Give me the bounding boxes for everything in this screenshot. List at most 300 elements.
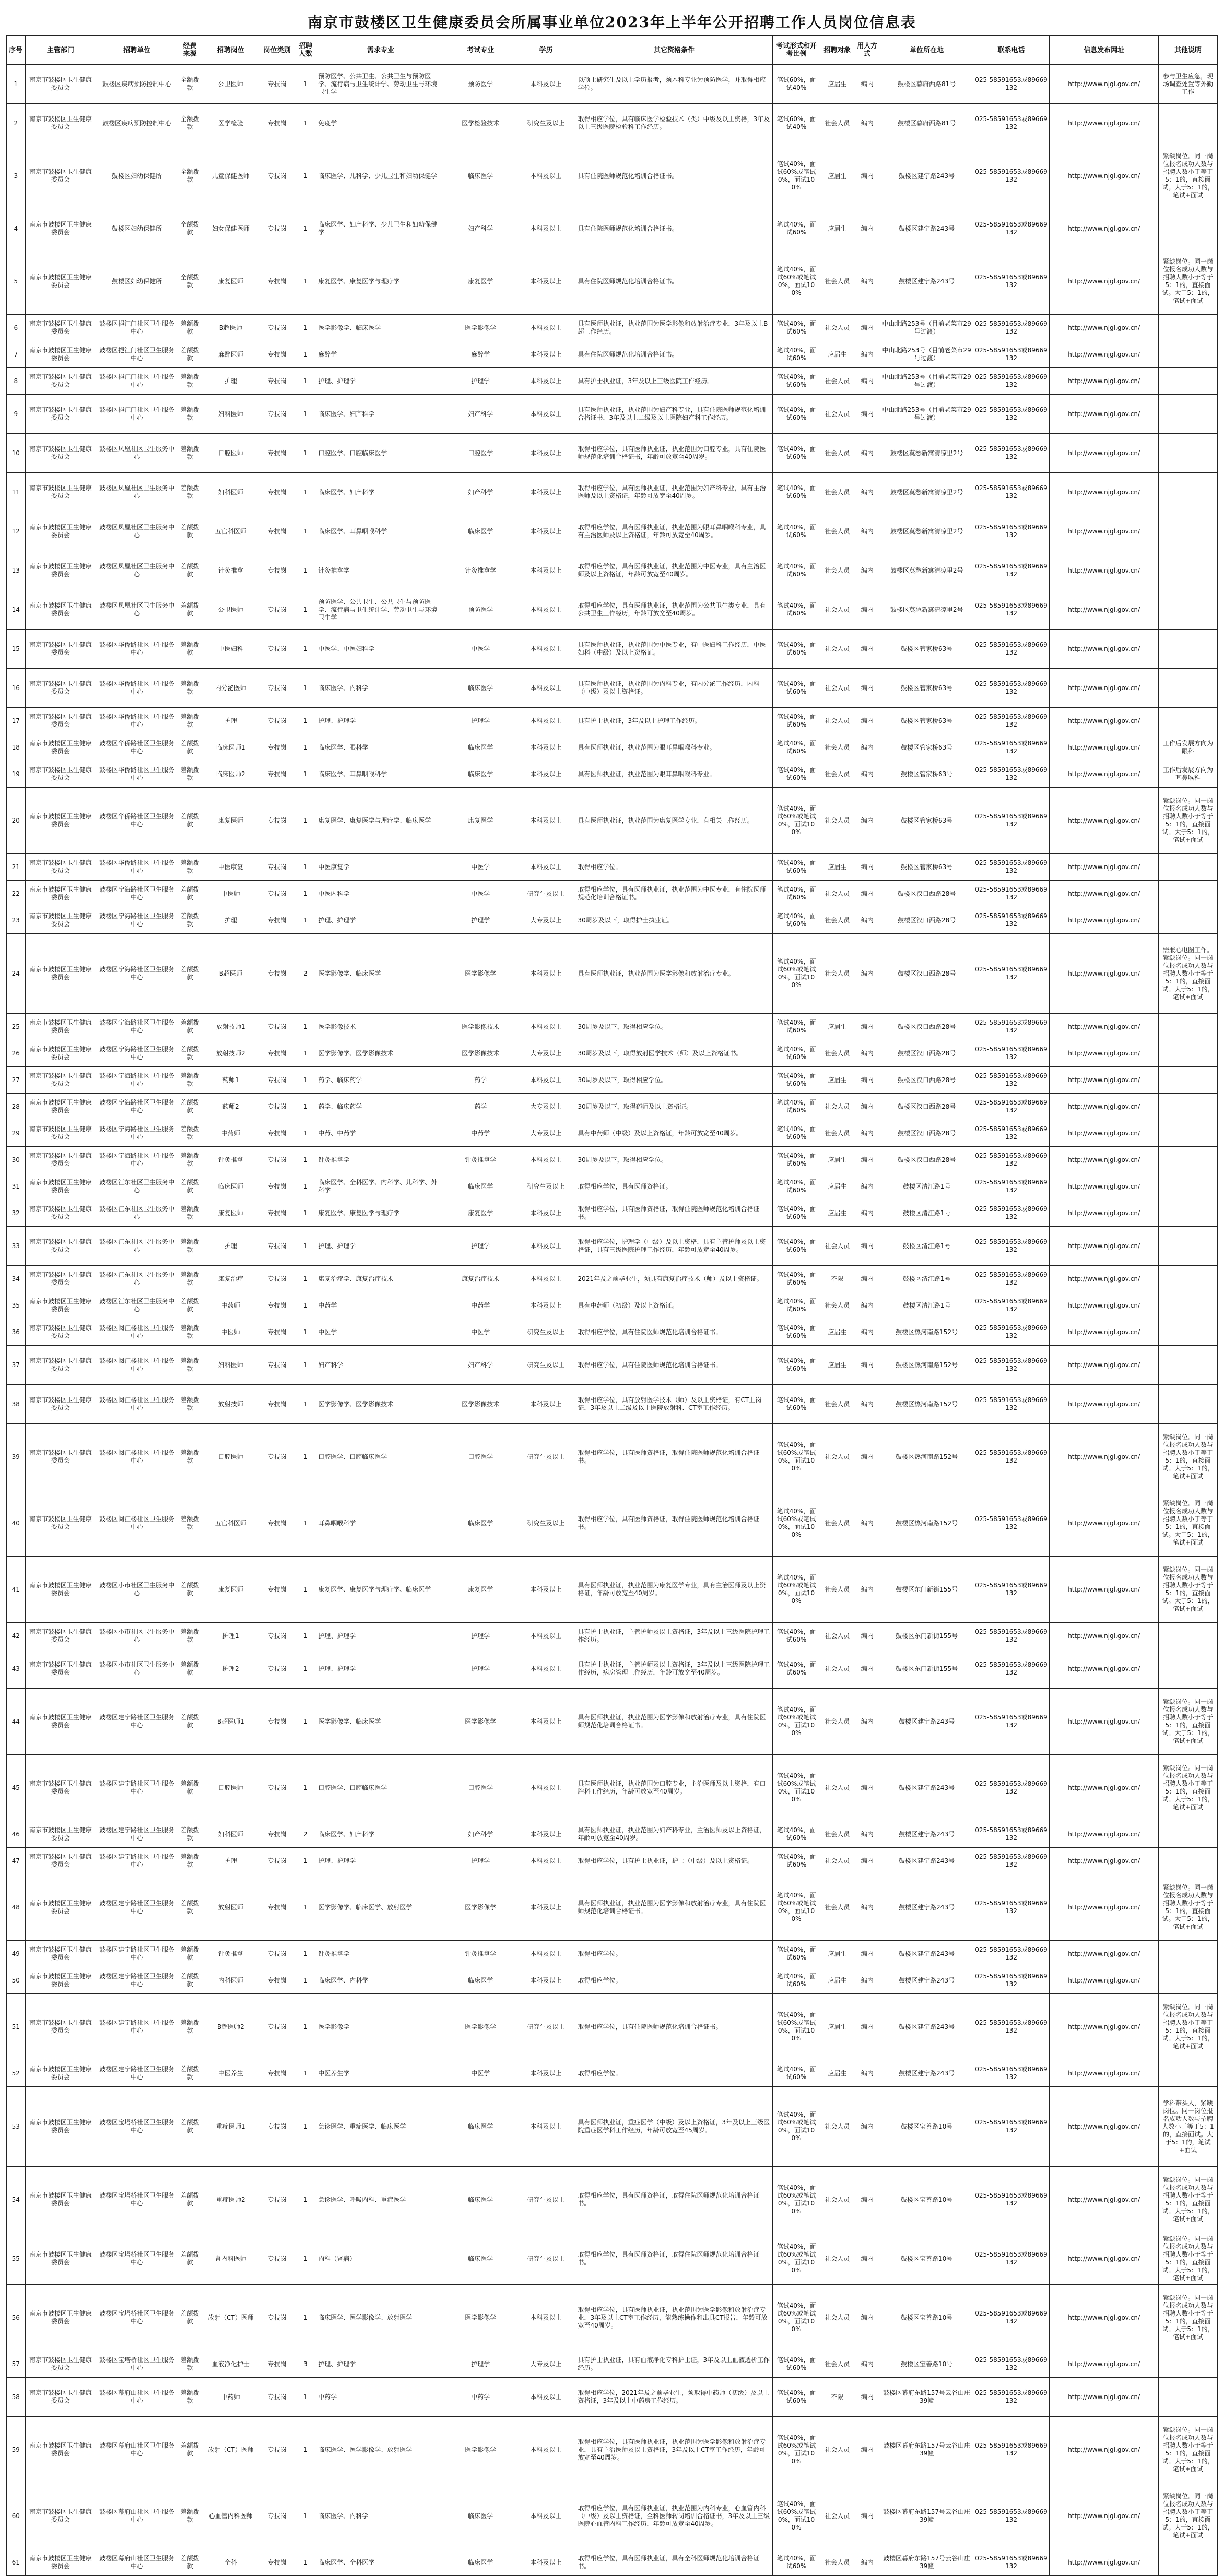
cell-fund: 差额拨款 — [178, 1994, 202, 2060]
cell-ptype: 专技岗 — [260, 1014, 295, 1040]
cell-post: 医学检验 — [202, 104, 260, 143]
cell-url[interactable]: http://www.njgl.gov.cn/ — [1050, 761, 1159, 788]
cell-unit: 鼓楼区建宁路社区卫生服务中心 — [96, 1874, 178, 1941]
cell-note — [1159, 1014, 1218, 1040]
cell-num: 1 — [295, 512, 316, 551]
cell-cond: 具有医师执业证，执业范围为医学影像和放射治疗专业，具有住院医师规范化培训合格证书。 — [576, 1689, 772, 1755]
cell-fund: 差额拨款 — [178, 881, 202, 907]
cell-post: 康复医师 — [202, 1557, 260, 1623]
cell-dept: 南京市鼓楼区卫生健康委员会 — [25, 881, 96, 907]
cell-tel: 025-58591653或89669132 — [973, 1319, 1049, 1346]
cell-url[interactable]: http://www.njgl.gov.cn/ — [1050, 1292, 1159, 1319]
cell-edu: 研究生及以上 — [516, 1424, 576, 1490]
cell-url[interactable]: http://www.njgl.gov.cn/ — [1050, 248, 1159, 315]
cell-url[interactable]: http://www.njgl.gov.cn/ — [1050, 1094, 1159, 1120]
cell-target: 社会人员 — [820, 1040, 854, 1067]
cell-ptype: 专技岗 — [260, 1385, 295, 1424]
cell-url[interactable]: http://www.njgl.gov.cn/ — [1050, 1623, 1159, 1649]
cell-url[interactable]: http://www.njgl.gov.cn/ — [1050, 1649, 1159, 1689]
table-row — [7, 1014, 1218, 1040]
cell-url[interactable]: http://www.njgl.gov.cn/ — [1050, 1266, 1159, 1292]
cell-url[interactable]: http://www.njgl.gov.cn/ — [1050, 368, 1159, 395]
table-row — [7, 473, 1218, 512]
cell-ptype: 专技岗 — [260, 395, 295, 434]
cell-fund: 差额拨款 — [178, 1385, 202, 1424]
cell-post: 护理 — [202, 708, 260, 734]
cell-no: 41 — [7, 1557, 26, 1623]
cell-note — [1159, 630, 1218, 669]
cell-unit: 鼓楼区建宁路社区卫生服务中心 — [96, 1848, 178, 1874]
cell-mode: 编内 — [854, 1319, 880, 1346]
cell-tel: 025-58591653或89669132 — [973, 315, 1049, 341]
cell-url[interactable]: http://www.njgl.gov.cn/ — [1050, 2549, 1159, 2576]
cell-dept: 南京市鼓楼区卫生健康委员会 — [25, 368, 96, 395]
cell-url[interactable]: http://www.njgl.gov.cn/ — [1050, 1014, 1159, 1040]
cell-no: 52 — [7, 2060, 26, 2087]
cell-unit: 鼓楼区建宁路社区卫生服务中心 — [96, 1755, 178, 1821]
cell-addr: 鼓楼区热河南路152号 — [880, 1346, 973, 1385]
cell-num: 1 — [295, 1173, 316, 1200]
cell-ptype: 专技岗 — [260, 934, 295, 1014]
cell-url[interactable]: http://www.njgl.gov.cn/ — [1050, 1385, 1159, 1424]
col-edu: 学历 — [516, 36, 576, 65]
cell-cond: 具有医师执业证，重症医学（中级）及以上资格证，3年及以上三级医院重症医学科工作经历，年龄可放宽至45周岁。 — [576, 2087, 772, 2167]
cell-num: 1 — [295, 1319, 316, 1346]
cell-url[interactable]: http://www.njgl.gov.cn/ — [1050, 1040, 1159, 1067]
cell-exam: 护理学 — [445, 708, 516, 734]
cell-edu: 本科及以上 — [516, 368, 576, 395]
cell-post: 口腔医师 — [202, 1424, 260, 1490]
cell-ptype: 专技岗 — [260, 2167, 295, 2233]
cell-edu: 本科及以上 — [516, 590, 576, 630]
cell-no: 43 — [7, 1649, 26, 1689]
cell-target: 社会人员 — [820, 551, 854, 590]
cell-post: 妇科医师 — [202, 473, 260, 512]
cell-url[interactable]: http://www.njgl.gov.cn/ — [1050, 734, 1159, 761]
cell-form: 笔试40%，面试60% — [772, 1014, 820, 1040]
cell-note: 紧缺岗位。同一岗位报名成功人数与招聘人数小于等于5：1的，直接面试。大于5：1的，笔试+面试 — [1159, 1994, 1218, 2060]
cell-ptype: 专技岗 — [260, 512, 295, 551]
cell-target: 应届生 — [820, 1014, 854, 1040]
cell-fund: 差额拨款 — [178, 1623, 202, 1649]
cell-no: 48 — [7, 1874, 26, 1941]
cell-mode: 编内 — [854, 1147, 880, 1173]
cell-exam: 临床医学 — [445, 761, 516, 788]
cell-fund: 差额拨款 — [178, 669, 202, 708]
cell-url[interactable]: http://www.njgl.gov.cn/ — [1050, 788, 1159, 854]
cell-tel: 025-58591653或89669132 — [973, 881, 1049, 907]
cell-tel: 025-58591653或89669132 — [973, 1346, 1049, 1385]
cell-ptype: 专技岗 — [260, 2087, 295, 2167]
cell-note — [1159, 1173, 1218, 1200]
cell-unit: 鼓楼区宁海路社区卫生服务中心 — [96, 1147, 178, 1173]
cell-url[interactable]: http://www.njgl.gov.cn/ — [1050, 881, 1159, 907]
cell-dept: 南京市鼓楼区卫生健康委员会 — [25, 1094, 96, 1120]
cell-exam: 医学影像技术 — [445, 1040, 516, 1067]
cell-url[interactable]: http://www.njgl.gov.cn/ — [1050, 934, 1159, 1014]
cell-form: 笔试40%，面试60% — [772, 2351, 820, 2378]
cell-ptype: 专技岗 — [260, 1094, 295, 1120]
cell-mode: 编内 — [854, 2549, 880, 2576]
cell-url[interactable]: http://www.njgl.gov.cn/ — [1050, 854, 1159, 881]
cell-dept: 南京市鼓楼区卫生健康委员会 — [25, 2060, 96, 2087]
cell-url[interactable]: http://www.njgl.gov.cn/ — [1050, 1120, 1159, 1147]
cell-post: 中药师 — [202, 1120, 260, 1147]
table-row — [7, 1319, 1218, 1346]
cell-tel: 025-58591653或89669132 — [973, 209, 1049, 248]
cell-form: 笔试40%，面试60% — [772, 708, 820, 734]
cell-fund: 差额拨款 — [178, 434, 202, 473]
table-row — [7, 143, 1218, 209]
cell-target: 社会人员 — [820, 1385, 854, 1424]
cell-fund: 差额拨款 — [178, 788, 202, 854]
cell-num: 1 — [295, 1292, 316, 1319]
cell-target: 社会人员 — [820, 2417, 854, 2483]
cell-exam: 护理学 — [445, 1848, 516, 1874]
cell-url[interactable]: http://www.njgl.gov.cn/ — [1050, 1067, 1159, 1094]
cell-no: 27 — [7, 1067, 26, 1094]
cell-major: 康复医学、康复医学与理疗学、临床医学 — [316, 788, 445, 854]
cell-url[interactable]: http://www.njgl.gov.cn/ — [1050, 2378, 1159, 2417]
cell-edu: 本科及以上 — [516, 1649, 576, 1689]
cell-url[interactable]: http://www.njgl.gov.cn/ — [1050, 1557, 1159, 1623]
cell-dept: 南京市鼓楼区卫生健康委员会 — [25, 708, 96, 734]
cell-url[interactable]: http://www.njgl.gov.cn/ — [1050, 1689, 1159, 1755]
cell-dept: 南京市鼓楼区卫生健康委员会 — [25, 2233, 96, 2285]
cell-num: 2 — [295, 1821, 316, 1848]
cell-dept: 南京市鼓楼区卫生健康委员会 — [25, 1346, 96, 1385]
cell-num: 1 — [295, 1689, 316, 1755]
cell-cond: 取得相应学位，具有医师执业证，执业范围为医学影像和放射治疗专业，具有主治医师及以上资格证，3年及以上CT室工作经历，年龄可放宽至40周岁。 — [576, 2417, 772, 2483]
cell-no: 19 — [7, 761, 26, 788]
cell-note — [1159, 1649, 1218, 1689]
cell-url[interactable]: http://www.njgl.gov.cn/ — [1050, 65, 1159, 104]
cell-num: 1 — [295, 315, 316, 341]
cell-addr: 鼓楼区建宁路243号 — [880, 1994, 973, 2060]
cell-cond: 具有中药师（初级）及以上资格证。 — [576, 1292, 772, 1319]
cell-cond: 取得相应学位，具有医师资格证。 — [576, 1173, 772, 1200]
cell-ptype: 专技岗 — [260, 1200, 295, 1227]
cell-url[interactable]: http://www.njgl.gov.cn/ — [1050, 315, 1159, 341]
cell-major: 护理、护理学 — [316, 708, 445, 734]
cell-cond: 取得相应学位，具有医师执业证，执业范围为医学影像和放射治疗专业，3年及以上CT室工作经历，能熟练操作和出具CT报告，年龄可放宽至40周岁。 — [576, 2285, 772, 2351]
cell-mode: 编内 — [854, 2233, 880, 2285]
cell-url[interactable]: http://www.njgl.gov.cn/ — [1050, 1319, 1159, 1346]
table-row — [7, 1941, 1218, 1967]
cell-form: 笔试40%，面试60% — [772, 1346, 820, 1385]
cell-exam: 医学影像学 — [445, 2285, 516, 2351]
cell-mode: 编内 — [854, 1014, 880, 1040]
cell-mode: 编内 — [854, 434, 880, 473]
cell-dept: 南京市鼓楼区卫生健康委员会 — [25, 1649, 96, 1689]
cell-unit: 鼓楼区宁海路社区卫生服务中心 — [96, 907, 178, 934]
cell-tel: 025-58591653或89669132 — [973, 1874, 1049, 1941]
cell-url[interactable]: http://www.njgl.gov.cn/ — [1050, 143, 1159, 209]
cell-tel: 025-58591653或89669132 — [973, 1147, 1049, 1173]
cell-url[interactable]: http://www.njgl.gov.cn/ — [1050, 669, 1159, 708]
cell-dept: 南京市鼓楼区卫生健康委员会 — [25, 1067, 96, 1094]
cell-mode: 编内 — [854, 1346, 880, 1385]
cell-form: 笔试40%，面试60%或笔试0%，面试100% — [772, 2285, 820, 2351]
table-row — [7, 1557, 1218, 1623]
cell-url[interactable]: http://www.njgl.gov.cn/ — [1050, 1200, 1159, 1227]
col-ptype: 岗位类别 — [260, 36, 295, 65]
table-row — [7, 854, 1218, 881]
table-row — [7, 1689, 1218, 1755]
cell-note — [1159, 590, 1218, 630]
cell-fund: 差额拨款 — [178, 2351, 202, 2378]
cell-num: 1 — [295, 209, 316, 248]
cell-num: 1 — [295, 1200, 316, 1227]
cell-url[interactable]: http://www.njgl.gov.cn/ — [1050, 1346, 1159, 1385]
cell-mode: 编内 — [854, 1821, 880, 1848]
cell-form: 笔试40%，面试60%或笔试0%，面试100% — [772, 1557, 820, 1623]
cell-num: 1 — [295, 1967, 316, 1994]
cell-edu: 本科及以上 — [516, 341, 576, 368]
table-row — [7, 1967, 1218, 1994]
cell-note — [1159, 1346, 1218, 1385]
cell-target: 应届生 — [820, 2060, 854, 2087]
cell-ptype: 专技岗 — [260, 590, 295, 630]
cell-fund: 差额拨款 — [178, 2285, 202, 2351]
cell-addr: 鼓楼区汉口西路28号 — [880, 1040, 973, 1067]
cell-cond: 具有医师执业证，执业范围为妇产科专业，主治医师及以上资格证，年龄可放宽至40周岁。 — [576, 1821, 772, 1848]
cell-unit: 鼓楼区江东社区卫生服务中心 — [96, 1227, 178, 1266]
cell-major: 中药学 — [316, 2378, 445, 2417]
cell-fund: 差额拨款 — [178, 907, 202, 934]
cell-mode: 编内 — [854, 209, 880, 248]
cell-no: 34 — [7, 1266, 26, 1292]
cell-num: 1 — [295, 2417, 316, 2483]
cell-unit: 鼓楼区挹江门社区卫生服务中心 — [96, 368, 178, 395]
cell-tel: 025-58591653或89669132 — [973, 1094, 1049, 1120]
table-row — [7, 1874, 1218, 1941]
table-row — [7, 630, 1218, 669]
cell-cond: 30周岁及以下，取得相应学位。 — [576, 1147, 772, 1173]
cell-unit: 鼓楼区华侨路社区卫生服务中心 — [96, 788, 178, 854]
cell-url[interactable]: http://www.njgl.gov.cn/ — [1050, 209, 1159, 248]
cell-tel: 025-58591653或89669132 — [973, 1941, 1049, 1967]
cell-post: 药师2 — [202, 1094, 260, 1120]
cell-exam: 妇产科学 — [445, 473, 516, 512]
cell-major: 临床医学、眼科学 — [316, 734, 445, 761]
cell-exam: 口腔医学 — [445, 434, 516, 473]
cell-unit: 鼓楼区宝塔桥社区卫生服务中心 — [96, 2087, 178, 2167]
cell-url[interactable]: http://www.njgl.gov.cn/ — [1050, 1874, 1159, 1941]
table-row — [7, 395, 1218, 434]
table-row — [7, 248, 1218, 315]
cell-exam: 口腔医学 — [445, 1755, 516, 1821]
cell-url[interactable]: http://www.njgl.gov.cn/ — [1050, 2167, 1159, 2233]
cell-target: 应届生 — [820, 143, 854, 209]
cell-url[interactable]: http://www.njgl.gov.cn/ — [1050, 395, 1159, 434]
cell-num: 1 — [295, 630, 316, 669]
cell-major: 护理、护理学 — [316, 1227, 445, 1266]
cell-num: 1 — [295, 1147, 316, 1173]
cell-form: 笔试40%，面试60% — [772, 1266, 820, 1292]
cell-url[interactable]: http://www.njgl.gov.cn/ — [1050, 341, 1159, 368]
cell-major: 中药学 — [316, 1292, 445, 1319]
cell-unit: 鼓楼区幕府山社区卫生服务中心 — [96, 2417, 178, 2483]
cell-url[interactable]: http://www.njgl.gov.cn/ — [1050, 2417, 1159, 2483]
table-row — [7, 2087, 1218, 2167]
cell-exam: 临床医学 — [445, 2483, 516, 2549]
cell-edu: 大专及以上 — [516, 907, 576, 934]
cell-tel: 025-58591653或89669132 — [973, 708, 1049, 734]
cell-num: 3 — [295, 2351, 316, 2378]
cell-note: 紧缺岗位。同一岗位报名成功人数与招聘人数小于等于5：1的，直接面试。大于5：1的，笔试+面试 — [1159, 788, 1218, 854]
cell-note — [1159, 434, 1218, 473]
cell-url[interactable]: http://www.njgl.gov.cn/ — [1050, 1994, 1159, 2060]
cell-target: 社会人员 — [820, 2087, 854, 2167]
cell-form: 笔试40%，面试60% — [772, 881, 820, 907]
cell-url[interactable]: http://www.njgl.gov.cn/ — [1050, 2351, 1159, 2378]
cell-url[interactable]: http://www.njgl.gov.cn/ — [1050, 2483, 1159, 2549]
cell-cond: 取得相应学位，具有医师资格证，取得住院医师规范化培训合格证书。 — [576, 1424, 772, 1490]
cell-url[interactable]: http://www.njgl.gov.cn/ — [1050, 434, 1159, 473]
cell-note — [1159, 1067, 1218, 1094]
cell-url[interactable]: http://www.njgl.gov.cn/ — [1050, 590, 1159, 630]
cell-dept: 南京市鼓楼区卫生健康委员会 — [25, 65, 96, 104]
cell-url[interactable]: http://www.njgl.gov.cn/ — [1050, 2233, 1159, 2285]
cell-unit: 鼓楼区幕府山社区卫生服务中心 — [96, 2483, 178, 2549]
cell-url[interactable]: http://www.njgl.gov.cn/ — [1050, 708, 1159, 734]
cell-url[interactable]: http://www.njgl.gov.cn/ — [1050, 104, 1159, 143]
cell-edu: 研究生及以上 — [516, 2167, 576, 2233]
cell-fund: 差额拨款 — [178, 1266, 202, 1292]
cell-post: 麻醉医师 — [202, 341, 260, 368]
cell-exam: 临床医学 — [445, 2087, 516, 2167]
cell-tel: 025-58591653或89669132 — [973, 2351, 1049, 2378]
cell-form: 笔试40%，面试60% — [772, 1120, 820, 1147]
cell-fund: 差额拨款 — [178, 1227, 202, 1266]
cell-edu: 本科及以上 — [516, 2549, 576, 2576]
cell-tel: 025-58591653或89669132 — [973, 1689, 1049, 1755]
cell-num: 1 — [295, 341, 316, 368]
cell-url[interactable]: http://www.njgl.gov.cn/ — [1050, 907, 1159, 934]
cell-no: 30 — [7, 1147, 26, 1173]
cell-url[interactable]: http://www.njgl.gov.cn/ — [1050, 630, 1159, 669]
cell-edu: 本科及以上 — [516, 2285, 576, 2351]
cell-post: 重症医师1 — [202, 2087, 260, 2167]
cell-url[interactable]: http://www.njgl.gov.cn/ — [1050, 1967, 1159, 1994]
cell-target: 社会人员 — [820, 2233, 854, 2285]
cell-url[interactable]: http://www.njgl.gov.cn/ — [1050, 1424, 1159, 1490]
table-row — [7, 1821, 1218, 1848]
cell-form: 笔试40%，面试60% — [772, 551, 820, 590]
cell-fund: 差额拨款 — [178, 761, 202, 788]
cell-addr: 鼓楼区管家桥63号 — [880, 734, 973, 761]
cell-post: 妇科医师 — [202, 1821, 260, 1848]
cell-url[interactable]: http://www.njgl.gov.cn/ — [1050, 512, 1159, 551]
cell-exam: 医学检验技术 — [445, 104, 516, 143]
cell-url[interactable]: http://www.njgl.gov.cn/ — [1050, 1755, 1159, 1821]
cell-edu: 本科及以上 — [516, 854, 576, 881]
cell-unit: 鼓楼区凤凰社区卫生服务中心 — [96, 512, 178, 551]
cell-form: 笔试40%，面试60% — [772, 395, 820, 434]
cell-cond: 具有医师执业证，执业范围为医学影像和放射治疗专业。 — [576, 934, 772, 1014]
cell-cond: 取得相应学位，具有医师执业证，执业范围为口腔专业，具有住院医师规范化培训合格证书，年龄可放宽至40周岁。 — [576, 434, 772, 473]
table-row — [7, 2417, 1218, 2483]
cell-url[interactable]: http://www.njgl.gov.cn/ — [1050, 551, 1159, 590]
cell-mode: 编内 — [854, 1173, 880, 1200]
cell-unit: 鼓楼区凤凰社区卫生服务中心 — [96, 551, 178, 590]
cell-cond: 取得相应学位，具有医师资格证，取得住院医师规范化培训合格证书。 — [576, 1490, 772, 1557]
cell-num: 1 — [295, 1755, 316, 1821]
cell-exam: 妇产科学 — [445, 1346, 516, 1385]
cell-exam: 护理学 — [445, 2351, 516, 2378]
cell-fund: 差额拨款 — [178, 590, 202, 630]
cell-fund: 差额拨款 — [178, 1967, 202, 1994]
cell-post: 口腔医师 — [202, 1755, 260, 1821]
cell-no: 59 — [7, 2417, 26, 2483]
cell-tel: 025-58591653或89669132 — [973, 1385, 1049, 1424]
cell-no: 2 — [7, 104, 26, 143]
cell-major: 中医内科学 — [316, 881, 445, 907]
cell-ptype: 专技岗 — [260, 315, 295, 341]
cell-dept: 南京市鼓楼区卫生健康委员会 — [25, 1385, 96, 1424]
cell-url[interactable]: http://www.njgl.gov.cn/ — [1050, 2087, 1159, 2167]
cell-url[interactable]: http://www.njgl.gov.cn/ — [1050, 1848, 1159, 1874]
cell-target: 社会人员 — [820, 1689, 854, 1755]
cell-mode: 编内 — [854, 1120, 880, 1147]
cell-url[interactable]: http://www.njgl.gov.cn/ — [1050, 1227, 1159, 1266]
cell-post: 五官科医师 — [202, 1490, 260, 1557]
cell-form: 笔试40%，面试60%或笔试0%，面试100% — [772, 2233, 820, 2285]
cell-note — [1159, 669, 1218, 708]
cell-note — [1159, 1227, 1218, 1266]
cell-ptype: 专技岗 — [260, 2549, 295, 2576]
cell-post: 中医妇科 — [202, 630, 260, 669]
cell-url[interactable]: http://www.njgl.gov.cn/ — [1050, 473, 1159, 512]
table-row — [7, 512, 1218, 551]
cell-mode: 编内 — [854, 1689, 880, 1755]
cell-unit: 鼓楼区宝塔桥社区卫生服务中心 — [96, 2351, 178, 2378]
cell-note — [1159, 551, 1218, 590]
cell-num: 1 — [295, 854, 316, 881]
cell-dept: 南京市鼓楼区卫生健康委员会 — [25, 669, 96, 708]
cell-no: 55 — [7, 2233, 26, 2285]
cell-url[interactable]: http://www.njgl.gov.cn/ — [1050, 1821, 1159, 1848]
cell-mode: 编内 — [854, 1094, 880, 1120]
cell-url[interactable]: http://www.njgl.gov.cn/ — [1050, 1147, 1159, 1173]
cell-url[interactable]: http://www.njgl.gov.cn/ — [1050, 1941, 1159, 1967]
cell-post: 妇科医师 — [202, 395, 260, 434]
cell-exam: 中医学 — [445, 881, 516, 907]
cell-form: 笔试40%，面试60% — [772, 1040, 820, 1067]
cell-url[interactable]: http://www.njgl.gov.cn/ — [1050, 1490, 1159, 1557]
cell-major: 预防医学、公共卫生、公共卫生与预防医学、流行病与卫生统计学、劳动卫生与环境卫生学 — [316, 65, 445, 104]
cell-target: 社会人员 — [820, 934, 854, 1014]
cell-unit: 鼓楼区疾病预防控制中心 — [96, 65, 178, 104]
cell-tel: 025-58591653或89669132 — [973, 1173, 1049, 1200]
cell-tel: 025-58591653或89669132 — [973, 1424, 1049, 1490]
table-row — [7, 1490, 1218, 1557]
cell-num: 1 — [295, 473, 316, 512]
cell-no: 22 — [7, 881, 26, 907]
cell-target: 应届生 — [820, 854, 854, 881]
cell-ptype: 专技岗 — [260, 788, 295, 854]
cell-major: 急诊医学、重症医学、临床医学 — [316, 2087, 445, 2167]
cell-target: 社会人员 — [820, 881, 854, 907]
cell-url[interactable]: http://www.njgl.gov.cn/ — [1050, 2060, 1159, 2087]
cell-cond: 具有医师执业证，执业范围为康复医学专业，有相关工作经历。 — [576, 788, 772, 854]
cell-url[interactable]: http://www.njgl.gov.cn/ — [1050, 1173, 1159, 1200]
cell-num: 1 — [295, 669, 316, 708]
cell-unit: 鼓楼区宝塔桥社区卫生服务中心 — [96, 2285, 178, 2351]
cell-url[interactable]: http://www.njgl.gov.cn/ — [1050, 2285, 1159, 2351]
cell-addr: 鼓楼区清江路1号 — [880, 1266, 973, 1292]
